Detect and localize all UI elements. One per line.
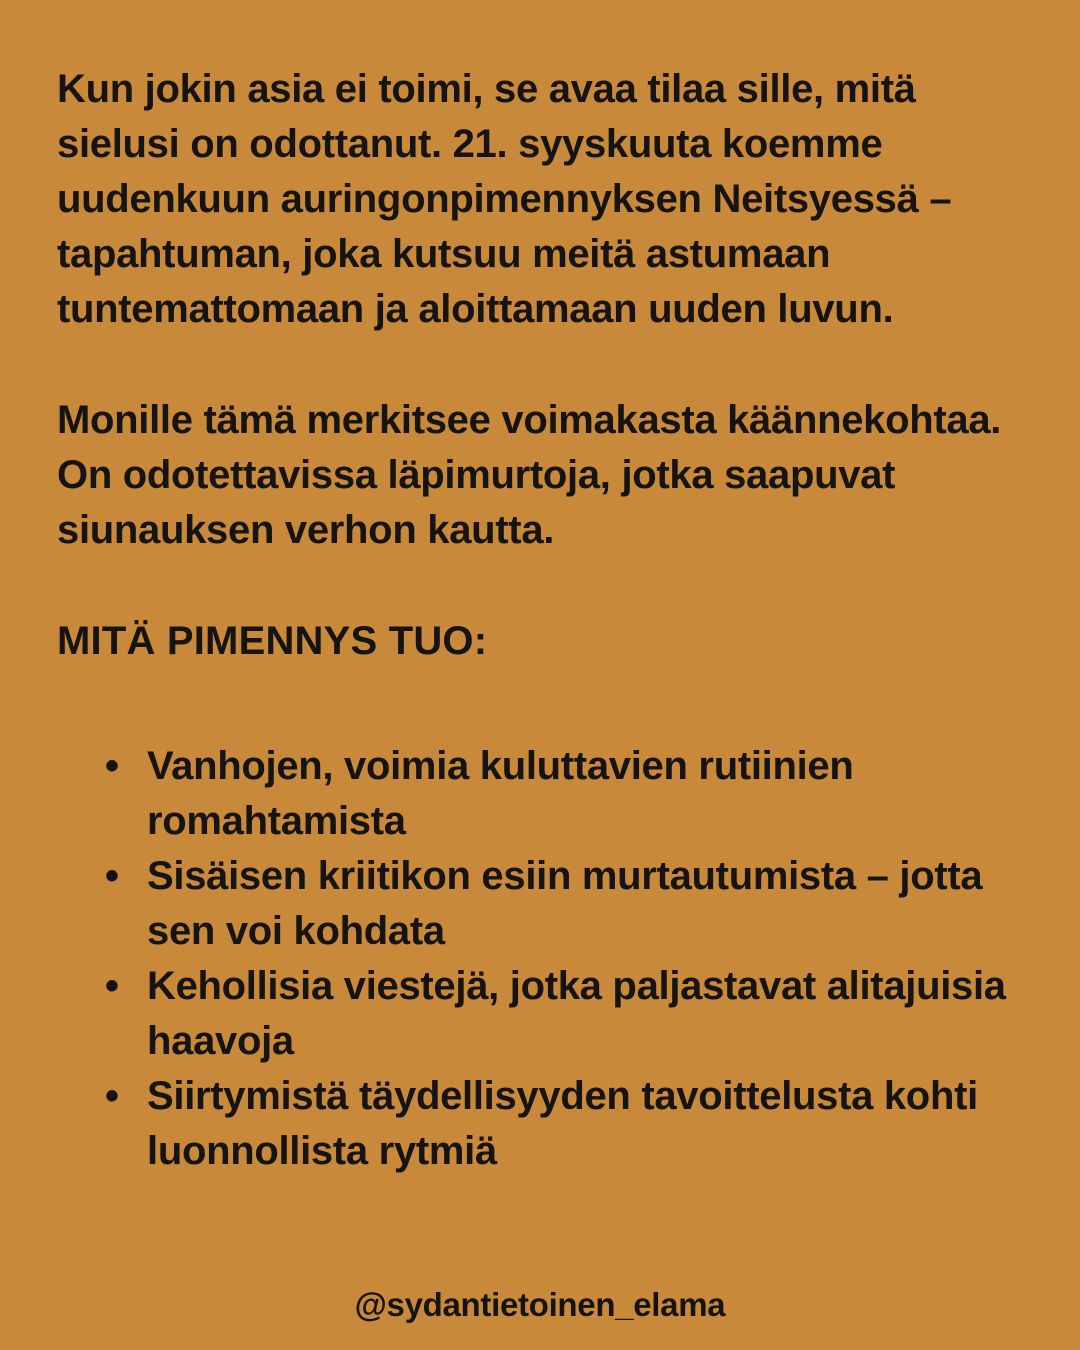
bullet-icon: • xyxy=(105,744,119,788)
bullet-icon: • xyxy=(105,964,119,1008)
list-item-text: Siirtymistä täydellisyyden tavoittelusta kohti luonnollista rytmiä xyxy=(147,1074,978,1173)
second-paragraph: Monille tämä merkitsee voimakasta käännekohtaa. On odotettavissa läpimurtoja, jotka saapuvat siunauksen verhon kautta. xyxy=(57,398,1002,552)
list-item xyxy=(105,739,1025,849)
eclipse-effects-list xyxy=(57,739,1025,1179)
account-handle: @sydantietoinen_elama xyxy=(354,1286,726,1323)
bullet-icon: • xyxy=(105,854,119,898)
list-item-text: Kehollisia viestejä, jotka paljastavat alitajuisia haavoja xyxy=(147,964,1006,1063)
section-heading: MITÄ PIMENNYS TUO: xyxy=(57,619,488,663)
list-item-text: Sisäisen kriitikon esiin murtautumista – jotta sen voi kohdata xyxy=(147,854,983,953)
list-item xyxy=(105,959,1025,1069)
bullet-icon: • xyxy=(105,1074,119,1118)
list-item xyxy=(105,1069,1025,1179)
intro-paragraph: Kun jokin asia ei toimi, se avaa tilaa sille, mitä sielusi on odottanut. 21. syyskuuta koemme uudenkuun auringonpimennyksen Neitsyessä – tapahtuman, joka kutsuu meitä astumaan tuntemattomaan ja aloittamaan uuden luvun. xyxy=(57,67,952,331)
list-item-text: Vanhojen, voimia kuluttavien rutiinien romahtamista xyxy=(147,744,854,843)
list-item xyxy=(105,849,1025,959)
